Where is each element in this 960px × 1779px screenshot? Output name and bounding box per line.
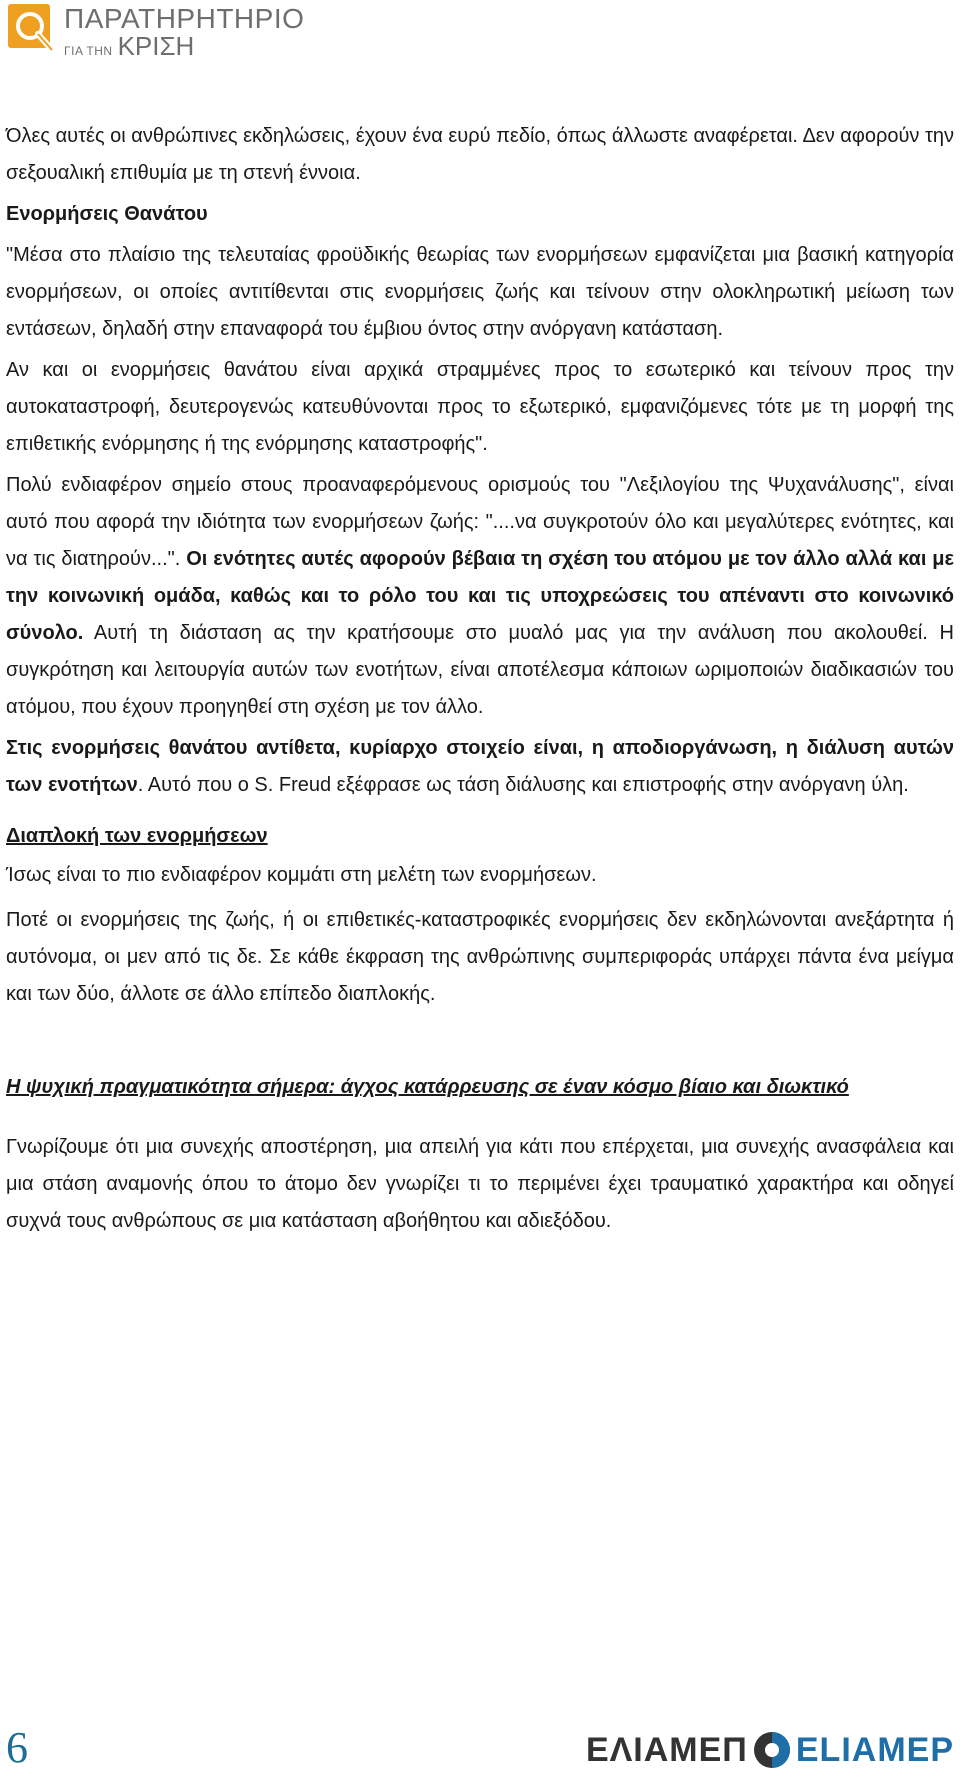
heading-death-drives: Ενορμήσεις Θανάτου [6, 203, 208, 225]
logo-wordmark [64, 4, 304, 63]
page-number: 6 [6, 1723, 28, 1772]
paragraph-2: "Μέσα στο πλαίσιο της τελευταίας φροϋδικής θεωρίας των ενορμήσεων εμφανίζεται μια βασική κατηγορία ενορμήσεων, οι οποίες αντιτίθενται στις ενορμήσεις ζωής και τείνουν στην ολοκληρωτική μείωση των εντάσεων, δηλαδή στην επαναφορά του έμβιου όντος στην ανόργανη κατάσταση. [6, 244, 954, 340]
eliamep-greek-wordmark: ΕΛΙΑΜΕΠ [585, 1730, 748, 1769]
observatory-logo-icon [8, 4, 56, 54]
paragraph-7: Ποτέ οι ενορμήσεις της ζωής, ή οι επιθετικές-καταστροφικές ενορμήσεις δεν εκδηλώνονται ανεξάρτητα ή αυτόνομα, οι μεν από τις δε. Σε κάθε έκφραση της ανθρώπινης συμπεριφοράς υπάρχει πάντα ένα μείγμα και των δύο, άλλοτε σε άλλο επίπεδο διαπλοκής. [6, 909, 954, 1005]
eliamep-logo [586, 1730, 954, 1770]
paragraph-3: Αν και οι ενορμήσεις θανάτου είναι αρχικά στραμμένες προς το εσωτερικό και τείνουν προς την αυτοκαταστροφή, δευτερογενώς κατευθύνονται προς το εξωτερικό, εμφανιζόμενες τότε με τη μορφή της επιθετικής ενόρμησης ή της ενόρμησης καταστροφής". [6, 359, 954, 455]
header-logo [8, 4, 304, 63]
heading-drive-interplay: Διαπλοκή των ενορμήσεων [6, 825, 268, 847]
heading-psychic-reality: Η ψυχική πραγματικότητα σήμερα: άγχος κατάρρευσης σε έναν κόσμο βίαιο και διωκτικό [6, 1076, 849, 1098]
paragraph-8: Γνωρίζουμε ότι μια συνεχής αποστέρηση, μια απειλή για κάτι που επέρχεται, μια συνεχής ανασφάλεια και μια στάση αναμονής όπου το άτομο δεν γνωρίζει τι το περιμένει έχει τραυματικό χαρακτήρα και οδηγεί συχνά τους ανθρώπους σε μια κατάσταση αβοήθητου και αδιεξόδου. [6, 1136, 954, 1232]
logo-line-2-small: ΓΙΑ ΤΗΝ [64, 44, 113, 58]
paragraph-5-rest: . Αυτό που ο S. Freud εξέφρασε ως τάση διάλυσης και επιστροφής στην ανόργανη ύλη. [137, 774, 909, 796]
paragraph-4-part-a: Πολύ ενδιαφέρον σημείο στους προαναφερόμενους ορισμούς του "Λεξιλογίου της Ψυχανάλυσης", είναι αυτό που αφορά την ιδιότητα των ενορμήσεων ζωής: "....να συγκροτούν όλο και μεγαλύτερες ενότητες, και να τις διατηρούν...". [6, 474, 954, 570]
logo-line-2 [64, 31, 304, 63]
logo-line-2-big: ΚΡΙΣΗ [117, 31, 195, 61]
paragraph-4 [6, 467, 954, 726]
document-body [6, 118, 954, 1240]
paragraph-1: Όλες αυτές οι ανθρώπινες εκδηλώσεις, έχουν ένα ευρύ πεδίο, όπως άλλωστε αναφέρεται. Δεν αφορούν την σεξουαλική επιθυμία με τη στενή έννοια. [6, 125, 954, 184]
eliamep-latin-wordmark: ELIAMEP [795, 1730, 954, 1769]
paragraph-5-bold: Στις ενορμήσεις θανάτου αντίθετα, κυρίαρχο στοιχείο είναι, η αποδιοργάνωση, η διάλυση αυτών των ενοτήτων [6, 737, 954, 796]
logo-line-1: ΠΑΡΑΤΗΡΗΤΗΡΙΟ [64, 3, 305, 34]
paragraph-4-part-c: Αυτή τη διάσταση ας την κρατήσουμε στο μυαλό μας για την ανάλυση που ακολουθεί. Η συγκρότηση και λειτουργία αυτών των ενοτήτων, είναι αποτέλεσμα κάποιων ωριμοποιών διαδικασιών του ατόμου, που έχουν προηγηθεί στη σχέση με τον άλλο. [6, 622, 954, 718]
paragraph-5 [6, 730, 954, 804]
eliamep-emblem-icon [752, 1730, 792, 1770]
paragraph-6: Ίσως είναι το πιο ενδιαφέρον κομμάτι στη μελέτη των ενορμήσεων. [6, 864, 597, 886]
paragraph-4-bold: Οι ενότητες αυτές αφορούν βέβαια τη σχέση του ατόμου με τον άλλο αλλά και με την κοινωνική ομάδα, καθώς και το ρόλο του και τις υποχρεώσεις του απέναντι στο κοινωνικό σύνολο. [6, 548, 955, 644]
